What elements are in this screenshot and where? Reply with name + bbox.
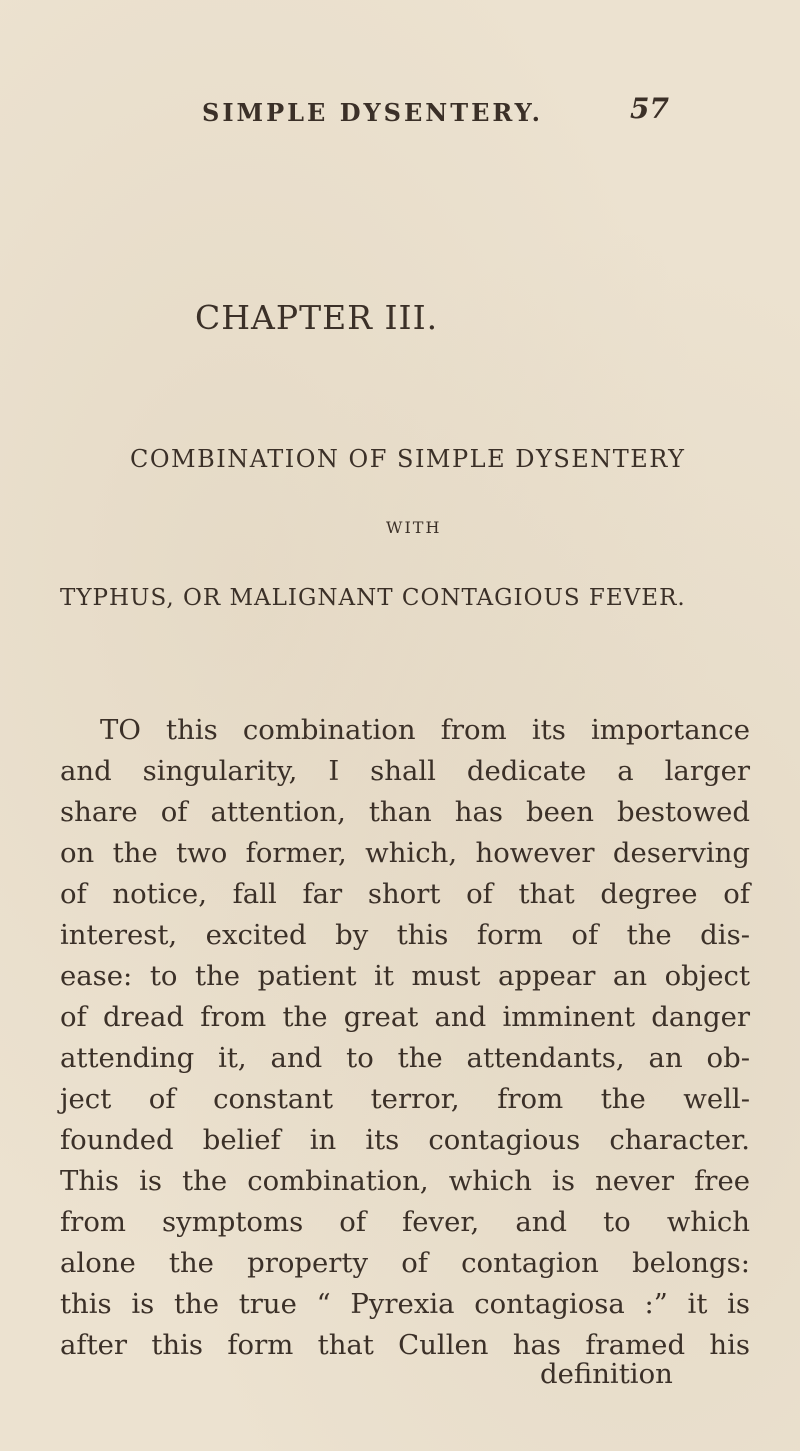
- text-line: attending it, and to the attendants, an ob-: [60, 1042, 750, 1074]
- body-text: [60, 710, 750, 1366]
- page-number: 57: [630, 92, 669, 125]
- text-line: ease: to the patient it must appear an object: [60, 960, 750, 992]
- text-line: share of attention, than has been bestowed: [60, 796, 750, 828]
- text-line: TO this combination from its importance: [100, 714, 750, 746]
- text-line: interest, excited by this form of the dis-: [60, 919, 750, 951]
- text-line: of notice, fall far short of that degree of: [60, 878, 750, 910]
- text-line: and singularity, I shall dedicate a larger: [60, 755, 750, 787]
- chapter-title-connector: WITH: [386, 518, 442, 537]
- chapter-title-line-1: COMBINATION OF SIMPLE DYSENTERY: [130, 445, 686, 473]
- text-line: after this form that Cullen has framed his: [60, 1329, 750, 1361]
- chapter-number: CHAPTER III.: [195, 298, 439, 337]
- text-line: founded belief in its contagious character.: [60, 1124, 750, 1156]
- text-line: on the two former, which, however deserving: [60, 837, 750, 869]
- text-line: of dread from the great and imminent danger: [60, 1001, 750, 1033]
- text-line: this is the true “ Pyrexia contagiosa :” it is: [60, 1288, 750, 1320]
- text-line: This is the combination, which is never free: [60, 1165, 750, 1197]
- catchword: definition: [540, 1358, 673, 1390]
- running-header: SIMPLE DYSENTERY.: [202, 98, 543, 127]
- chapter-title-line-2: TYPHUS, OR MALIGNANT CONTAGIOUS FEVER.: [60, 585, 686, 611]
- text-line: ject of constant terror, from the well-: [60, 1083, 750, 1115]
- text-line: alone the property of contagion belongs:: [60, 1247, 750, 1279]
- text-line: from symptoms of fever, and to which: [60, 1206, 750, 1238]
